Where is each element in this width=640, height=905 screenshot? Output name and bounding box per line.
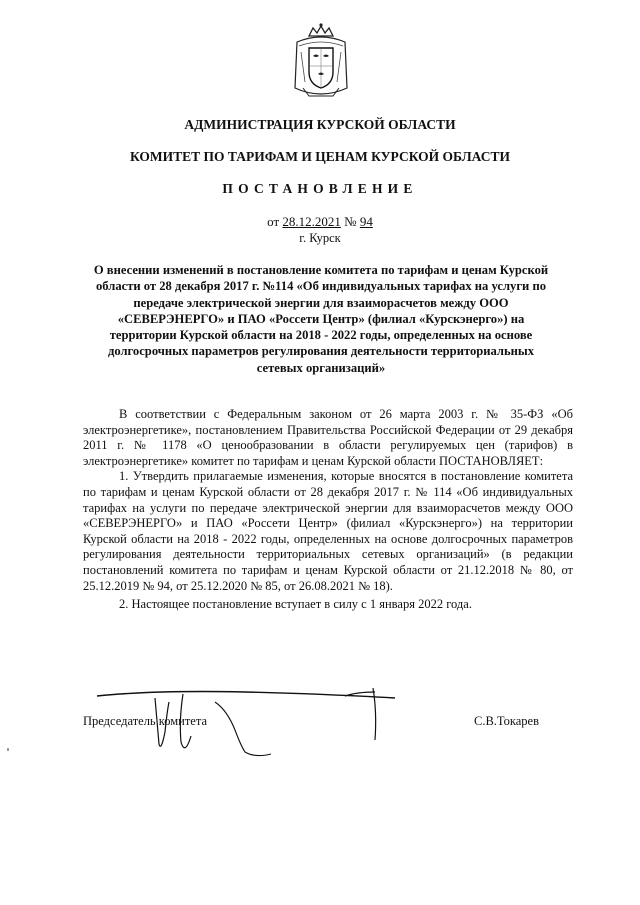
organization-title: АДМИНИСТРАЦИЯ КУРСКОЙ ОБЛАСТИ bbox=[184, 117, 456, 132]
preamble-paragraph: В соответствии с Федеральным законом от 26 марта 2003 г. № 35-ФЗ «Об электроэнергетике», постановлением Правительства Российской Федерации от 29 декабря 2011 г. № 1178 «О ценообразовании в области регулируемых цен (тарифов) в электроэнергетике» комитет по тарифам и ценам Курской области ПОСТАНОВЛЯЕТ: bbox=[83, 407, 573, 468]
item-2-paragraph: 2. Настоящее постановление вступает в силу с 1 января 2022 года. bbox=[119, 597, 472, 612]
committee-title: КОМИТЕТ ПО ТАРИФАМ И ЦЕНАМ КУРСКОЙ ОБЛАСТИ bbox=[129, 149, 511, 164]
city: г. Курск bbox=[299, 231, 341, 245]
coat-of-arms-icon bbox=[289, 22, 353, 100]
document-number: 94 bbox=[359, 214, 373, 229]
signatory-role: Председатель комитета bbox=[83, 714, 207, 728]
document-type: ПОСТАНОВЛЕНИЕ bbox=[222, 181, 418, 196]
document-date: 28.12.2021 bbox=[282, 214, 341, 229]
document-body bbox=[83, 407, 573, 613]
signatory-name: С.В.Токарев bbox=[474, 714, 540, 728]
number-prefix: № bbox=[344, 214, 357, 229]
item-1-paragraph: 1. Утвердить прилагаемые изменения, которые вносятся в постановление комитета по тарифам и ценам Курской области от 28 декабря 2017 г. № 114 «Об индивидуальных тарифах на услуги по передаче электрической энергии для взаиморасчетов между ООО «СЕВЕРЭНЕРГО» и ПАО «Россети Центр» (филиал «Курскэнерго») на территории Курской области на 2018 - 2022 годы, определенных на основе долгосрочных параметров регулирования деятельности территориальных сетевых организаций» (в редакции постановлений комитета по тарифам и ценам Курской области от 21.12.2018 № 80, от 25.12.2019 № 94, от 25.12.2020 № 85, от 26.08.2021 № 18). bbox=[83, 469, 573, 593]
document-subject: О внесении изменений в постановление комитета по тарифам и ценам Курской области от 28 декабря 2017 г. №114 «Об индивидуальных тарифах на услуги по передаче электрической энергии для взаиморасчетов между ООО «СЕВЕРЭНЕРГО» и ПАО «Россети Центр» (филиал «Курскэнерго») на территории Курской области на 2018 - 2022 годы, определенных на основе долгосрочных параметров регулирования деятельности территориальных сетевых организаций» bbox=[93, 263, 549, 375]
date-prefix: от bbox=[267, 214, 280, 229]
scan-speck bbox=[7, 748, 9, 751]
date-number-line bbox=[0, 214, 640, 230]
